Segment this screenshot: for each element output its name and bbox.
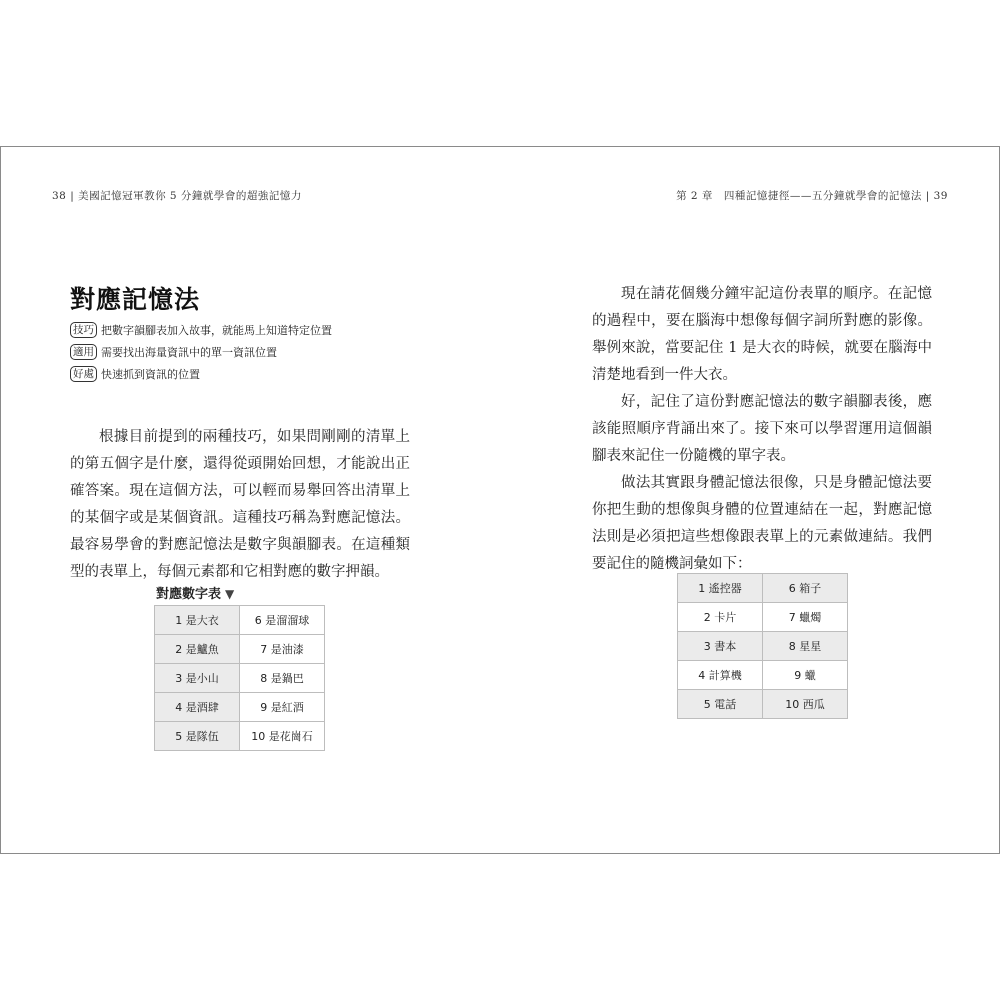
table-row (678, 632, 848, 661)
table-row (155, 664, 325, 693)
table-cell: 8 星星 (763, 632, 848, 661)
paragraph: 做法其實跟身體記憶法很像，只是身體記憶法要你把生動的想像與身體的位置連結在一起，對應記憶法則是必須把這些想像跟表單上的元素做連結。我們要記住的隨機詞彙如下： (592, 475, 932, 572)
table-cell: 1 是大衣 (155, 606, 240, 635)
table-title (156, 583, 234, 602)
right-body-text (592, 281, 932, 578)
table-row (678, 603, 848, 632)
tag-badge: 好處 (70, 366, 97, 382)
tag-row-benefit (70, 364, 332, 384)
table-cell: 1 遙控器 (678, 574, 763, 603)
paragraph: 根據目前提到的兩種技巧，如果問剛剛的清單上的第五個字是什麼，還得從頭開始回想，才能說出正確答案。現在這個方法，可以輕而易舉回答出清單上的某個字或是某個資訊。這種技巧稱為對應記憶法。最容易學會的對應記憶法是數字與韻腳表。在這種類型的表單上，每個元素都和它相對應的數字押韻。 (70, 429, 410, 580)
table-row (155, 722, 325, 751)
table-cell: 9 是紅酒 (240, 693, 325, 722)
section-title: 對應記憶法 (70, 285, 201, 314)
table-cell: 4 是酒肆 (155, 693, 240, 722)
table-cell: 5 是隊伍 (155, 722, 240, 751)
tag-text: 把數字韻腳表加入故事，就能馬上知道特定位置 (101, 324, 332, 337)
tag-badge: 技巧 (70, 322, 97, 338)
table-cell: 3 是小山 (155, 664, 240, 693)
table-row (155, 635, 325, 664)
table-cell: 9 蠟 (763, 661, 848, 690)
paragraph: 好，記住了這份對應記憶法的數字韻腳表後，應該能照順序背誦出來了。接下來可以學習運用這個韻腳表來記住一份隨機的單字表。 (592, 394, 932, 464)
tag-list (70, 320, 332, 386)
tag-badge: 適用 (70, 344, 97, 360)
tag-text: 需要找出海量資訊中的單一資訊位置 (101, 346, 277, 359)
table-cell: 7 蠟燭 (763, 603, 848, 632)
tag-row-technique (70, 320, 332, 340)
table-cell: 8 是鍋巴 (240, 664, 325, 693)
table-cell: 4 計算機 (678, 661, 763, 690)
table-cell: 10 西瓜 (763, 690, 848, 719)
table-cell: 7 是油漆 (240, 635, 325, 664)
table-row (155, 693, 325, 722)
left-running-head: 38 | 美國記憶冠軍教你 5 分鐘就學會的超強記憶力 (52, 190, 302, 202)
left-body-text (70, 424, 410, 586)
right-running-head: 第 2 章 四種記憶捷徑——五分鐘就學會的記憶法 | 39 (676, 190, 948, 202)
paragraph: 現在請花個幾分鐘牢記這份表單的順序。在記憶的過程中，要在腦海中想像每個字詞所對應的影像。舉例來說，當要記住 1 是大衣的時候，就要在腦海中清楚地看到一件大衣。 (592, 286, 932, 383)
triangle-down-icon: ▼ (225, 587, 235, 601)
table-row (678, 690, 848, 719)
table-cell: 2 是鱸魚 (155, 635, 240, 664)
table-cell: 5 電話 (678, 690, 763, 719)
table-cell: 3 書本 (678, 632, 763, 661)
table-row (155, 606, 325, 635)
tag-text: 快速抓到資訊的位置 (101, 368, 200, 381)
table-cell: 10 是花崗石 (240, 722, 325, 751)
table-row (678, 661, 848, 690)
table-title-text: 對應數字表 (156, 587, 222, 602)
table-cell: 6 是溜溜球 (240, 606, 325, 635)
table-cell: 6 箱子 (763, 574, 848, 603)
tag-row-applicable (70, 342, 332, 362)
table-cell: 2 卡片 (678, 603, 763, 632)
table-row (678, 574, 848, 603)
number-rhyme-table (154, 605, 325, 751)
random-words-table (677, 573, 848, 719)
